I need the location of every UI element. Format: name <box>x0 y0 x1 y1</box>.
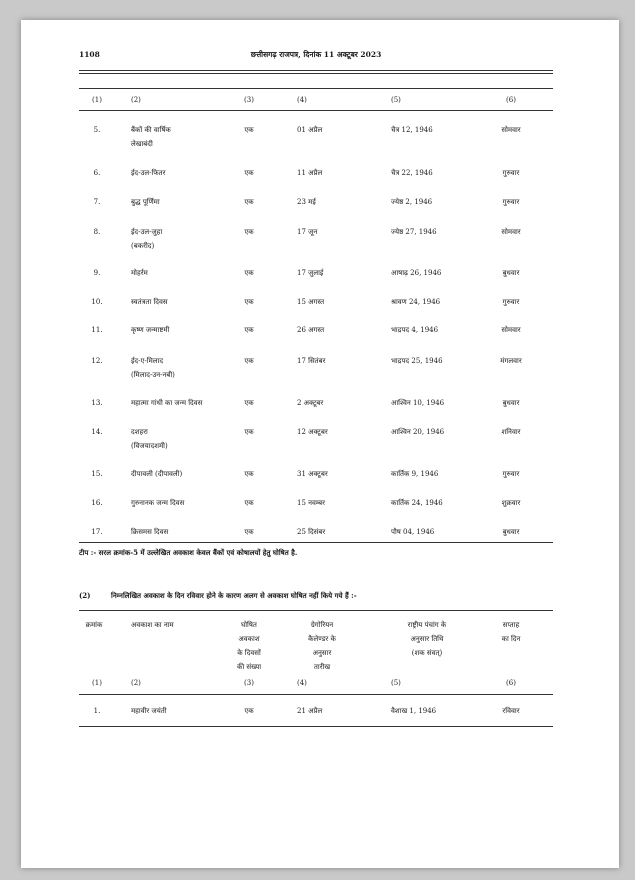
row-saka: ज्येष्ठ 27, 1946 <box>391 228 437 236</box>
row-date: 17 सितंबर <box>297 357 326 365</box>
row-no: 5. <box>93 126 101 134</box>
row-no: 13. <box>91 399 103 407</box>
row-day: गुरुवार <box>502 169 520 177</box>
table2-header: अनुसार तिथि <box>410 635 444 643</box>
table2-header: घोषित <box>241 621 257 629</box>
row-saka: भाद्रपद 25, 1946 <box>391 357 443 365</box>
row-count: एक <box>244 298 254 306</box>
row-saka: भाद्रपद 4, 1946 <box>391 326 439 334</box>
row-date: 12 अक्टूबर <box>297 428 328 436</box>
row-name: महात्मा गांधी का जन्म दिवस <box>131 399 203 407</box>
row-no: 12. <box>91 357 103 365</box>
table2-column-number: (1) <box>92 679 102 687</box>
row-saka: कार्तिक 24, 1946 <box>391 499 443 507</box>
row-date: 2 अक्टूबर <box>297 399 324 407</box>
row-date: 17 जुलाई <box>297 269 324 277</box>
row-saka: ज्येष्ठ 2, 1946 <box>391 198 433 206</box>
row-saka: चैत्र 22, 1946 <box>391 169 433 177</box>
row-no: 17. <box>91 528 103 536</box>
table2-header: ग्रेगोरियन <box>310 621 334 629</box>
row-name: स्वतंत्रता दिवस <box>131 298 168 306</box>
row-date: 01 अप्रैल <box>297 126 323 134</box>
row-name: ईद-ए-मिलाद <box>131 357 164 365</box>
row-name-line2: (मिलाद-उन-नबी) <box>131 371 175 379</box>
row-name: मोहर्रम <box>131 269 148 277</box>
table2-column-number: (3) <box>244 679 254 687</box>
table2-row-name: महावीर जयंती <box>131 707 167 715</box>
row-date: 11 अप्रैल <box>297 169 323 177</box>
table2-row-date: 21 अप्रैल <box>297 707 323 715</box>
table2-bottom-rule <box>79 726 553 727</box>
row-saka: श्रावण 24, 1946 <box>391 298 441 306</box>
column-number: (1) <box>92 96 102 104</box>
row-count: एक <box>244 428 254 436</box>
row-day: सोमवार <box>501 126 521 134</box>
row-saka: आषाढ़ 26, 1946 <box>391 269 442 277</box>
row-date: 25 दिसंबर <box>297 528 326 536</box>
table2-header: अनुसार <box>312 649 332 657</box>
row-name-line2: लेखाबंदी <box>131 140 153 148</box>
row-saka: कार्तिक 9, 1946 <box>391 470 439 478</box>
row-no: 7. <box>93 198 101 206</box>
column-number: (6) <box>506 96 516 104</box>
table2-column-number: (5) <box>391 679 401 687</box>
table-bottom-rule <box>79 542 553 543</box>
row-day: शुक्रवार <box>501 499 521 507</box>
row-day: शनिवार <box>501 428 521 436</box>
header-rule-bottom <box>79 73 553 74</box>
header-rule-top <box>79 70 553 71</box>
row-no: 10. <box>91 298 103 306</box>
row-name: कृष्ण जन्माष्टमी <box>131 326 170 334</box>
table2-header: क्रमांक <box>85 621 103 629</box>
table2-header: की संख्या <box>236 663 262 671</box>
row-name-line2: (विजयादशमी) <box>131 442 168 450</box>
row-day: सोमवार <box>501 228 521 236</box>
table-header-rule <box>79 110 553 111</box>
row-count: एक <box>244 399 254 407</box>
table2-row-saka: वैशाख 1, 1946 <box>391 707 437 715</box>
table2-header: अवकाश का नाम <box>131 621 174 629</box>
page-header <box>79 50 553 64</box>
gazette-title: छत्तीसगढ़ राजपत्र, दिनांक 11 अक्टूबर 2023 <box>250 50 382 59</box>
table2-header: तारीख <box>313 663 331 671</box>
table2-header: के दिवसों <box>237 649 261 657</box>
table2-header: सप्ताह <box>502 621 520 629</box>
row-no: 9. <box>93 269 101 277</box>
row-date: 15 अगस्त <box>297 298 325 306</box>
row-count: एक <box>244 470 254 478</box>
row-saka: चैत्र 12, 1946 <box>391 126 433 134</box>
row-day: सोमवार <box>501 326 521 334</box>
column-number: (3) <box>244 96 254 104</box>
row-day: बुधवार <box>502 399 520 407</box>
table2-header: राष्ट्रीय पंचांग के <box>407 621 447 629</box>
table2-column-number: (6) <box>506 679 516 687</box>
row-count: एक <box>244 169 254 177</box>
row-day: गुरुवार <box>502 198 520 206</box>
row-no: 15. <box>91 470 103 478</box>
row-day: बुधवार <box>502 269 520 277</box>
table2-row-day: रविवार <box>502 707 520 715</box>
table2-header-rule <box>79 694 553 695</box>
row-count: एक <box>244 528 254 536</box>
document-page <box>21 20 619 868</box>
row-count: एक <box>244 198 254 206</box>
page-number: 1108 <box>79 50 100 59</box>
table2-column-number: (4) <box>297 679 307 687</box>
table2-header: (शक संवत्) <box>411 649 443 657</box>
table2-row-count: एक <box>244 707 254 715</box>
table2-top-rule <box>79 610 553 611</box>
table2-header: का दिन <box>501 635 521 643</box>
row-date: 17 जून <box>297 228 318 236</box>
row-date: 31 अक्टूबर <box>297 470 328 478</box>
row-date: 15 नवम्बर <box>297 499 326 507</box>
table-top-rule <box>79 88 553 89</box>
row-saka: आश्विन 10, 1946 <box>391 399 445 407</box>
row-count: एक <box>244 499 254 507</box>
row-day: बुधवार <box>502 528 520 536</box>
row-name-line2: (बकरीद) <box>131 242 155 250</box>
table2-row-no: 1. <box>93 707 101 715</box>
row-name: गुरुनानक जन्म दिवस <box>131 499 185 507</box>
row-date: 26 अगस्त <box>297 326 325 334</box>
section-2-heading: निम्नलिखित अवकाश के दिन रविवार होने के कारण अलग से अवकाश घोषित नहीं किये गये हैं :- <box>111 591 357 600</box>
column-number: (2) <box>131 96 141 104</box>
column-number: (4) <box>297 96 307 104</box>
footnote: टीप :- सरल क्रमांक-5 में उल्लेखित अवकाश केवल बैंकों एवं कोषालयों हेतु घोषित है. <box>79 548 298 557</box>
row-count: एक <box>244 357 254 365</box>
row-name: ईद-उल-फितर <box>131 169 166 177</box>
row-count: एक <box>244 269 254 277</box>
row-name: क्रिसमस दिवस <box>131 528 169 536</box>
row-no: 8. <box>93 228 101 236</box>
row-saka: पौष 04, 1946 <box>391 528 435 536</box>
row-day: गुरुवार <box>502 470 520 478</box>
row-name: दशहरा <box>131 428 148 436</box>
column-number: (5) <box>391 96 401 104</box>
row-name: बुद्ध पूर्णिमा <box>131 198 160 206</box>
row-saka: आश्विन 20, 1946 <box>391 428 445 436</box>
row-name: ईद-उल-जुहा <box>131 228 163 236</box>
row-day: मंगलवार <box>500 357 522 365</box>
row-no: 6. <box>93 169 101 177</box>
table2-header: अवकाश <box>238 635 260 643</box>
row-name: दीपावली (दीपावली) <box>131 470 183 478</box>
row-count: एक <box>244 326 254 334</box>
row-count: एक <box>244 228 254 236</box>
row-count: एक <box>244 126 254 134</box>
row-name: बैंकों की वार्षिक <box>131 126 171 134</box>
row-date: 23 मई <box>297 198 316 206</box>
row-no: 16. <box>91 499 103 507</box>
row-day: गुरुवार <box>502 298 520 306</box>
row-no: 14. <box>91 428 103 436</box>
table2-header: कैलेण्डर के <box>308 635 336 643</box>
section-2-label: (2) <box>79 591 91 600</box>
table2-column-number: (2) <box>131 679 141 687</box>
row-no: 11. <box>91 326 103 334</box>
